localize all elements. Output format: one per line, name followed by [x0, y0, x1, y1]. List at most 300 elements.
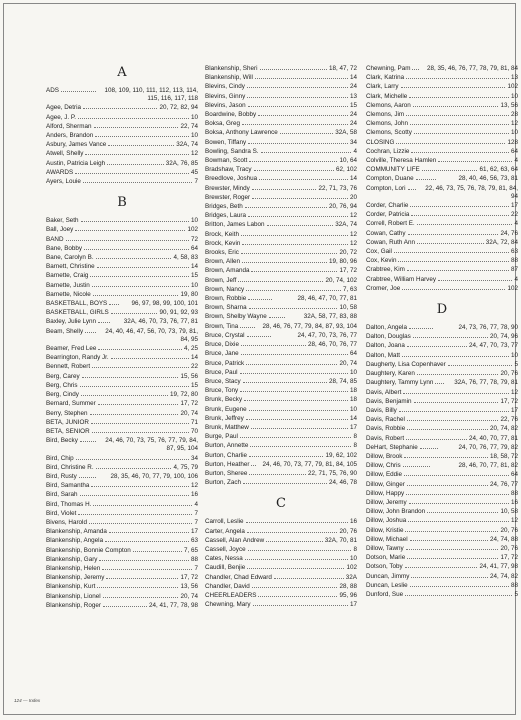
entry-name: Dillow, Happy [366, 489, 405, 497]
index-entry [46, 177, 198, 186]
index-entry [46, 225, 198, 234]
entry-pages: 10 [349, 405, 357, 413]
dot-leader [408, 184, 416, 190]
entry-name: Alford, Sherman [46, 122, 92, 130]
entry-name: Britton, James Labon [205, 221, 265, 229]
entry-pages: 17, 72 [500, 554, 518, 562]
index-entry [46, 472, 198, 481]
index-entry [46, 131, 198, 140]
entry-pages: 10 [510, 351, 518, 359]
index-entry [366, 332, 518, 341]
dot-leader [258, 591, 337, 597]
index-entry [366, 284, 518, 293]
entry-pages: 10 [190, 217, 198, 225]
index-entry [46, 418, 198, 427]
index-entry [46, 159, 198, 168]
dot-leader [247, 92, 348, 98]
index-entry [366, 360, 518, 369]
entry-name: Burton, Charlie [205, 451, 247, 459]
dot-leader [261, 147, 352, 153]
entry-name: Burton, Zach [205, 479, 242, 487]
entry-pages: 17, 72 [500, 397, 518, 405]
entry-name: Dalton, Douglas [366, 333, 411, 341]
entry-name: Dotson, Marie [366, 554, 406, 562]
entry-name: Breedlove, Joshua [205, 175, 258, 183]
index-entry [205, 563, 357, 572]
dot-leader [405, 562, 478, 568]
entry-pages: 24, 74, 82 [489, 572, 518, 580]
index-entry [46, 518, 198, 527]
index-entry [205, 591, 357, 600]
index-entry [46, 149, 198, 158]
entry-pages: 32A, 74 [335, 221, 357, 229]
entry-name: Agee, J. P. [46, 113, 76, 121]
index-entry [205, 193, 357, 202]
index-entry [205, 423, 357, 432]
entry-name: Dalton, Joana [366, 342, 405, 350]
dot-leader [97, 582, 178, 588]
dot-leader [94, 122, 179, 128]
entry-pages: 70 [190, 427, 198, 435]
entry-pages: 20, 76 [500, 370, 518, 378]
index-entry [366, 424, 518, 433]
entry-pages: 12 [190, 150, 198, 158]
entry-name: Daugherty, Lisa Copenhaver [366, 360, 446, 368]
entry-name: Blankenship, Roger [46, 601, 101, 609]
index-entry [46, 317, 198, 326]
entry-name: Bruce, Dixie [205, 341, 239, 349]
entry-pages: 12 [349, 239, 357, 247]
entry-name: Corder, Charlie [366, 202, 409, 210]
entry-pages: 28, 88 [339, 582, 357, 590]
entry-name: Clark, Michelle [366, 92, 408, 100]
index-entry [46, 353, 198, 362]
index-entry [205, 64, 357, 73]
index-entry [366, 82, 518, 91]
dot-leader [98, 317, 110, 323]
index-entry [366, 265, 518, 274]
entry-name: Blankenship, Kurt [46, 583, 96, 591]
dot-leader [103, 592, 179, 598]
entry-name: Bruce, Crystal [205, 331, 245, 339]
dot-leader [438, 156, 512, 162]
entry-name: Correll, Robert E. [366, 220, 415, 228]
dot-leader [111, 308, 158, 314]
index-entry [205, 340, 357, 349]
entry-pages: 102 [507, 83, 518, 91]
entry-name: Brooks, Eric [205, 249, 239, 257]
index-entry [366, 184, 518, 201]
index-entry [205, 165, 357, 174]
entry-pages: 15, 56 [180, 372, 198, 380]
dot-leader [76, 454, 189, 460]
entry-name: Blankenship, Gary [46, 555, 98, 563]
entry-name: Bennett, Robert [46, 363, 91, 371]
dot-leader [407, 415, 499, 421]
dot-leader [398, 256, 509, 262]
dot-leader [402, 284, 505, 290]
entry-pages: 4, 75, 79 [173, 463, 198, 471]
index-entry [366, 590, 518, 599]
entry-name: Barnette, Nicole [46, 290, 91, 298]
index-entry [46, 490, 198, 499]
dot-leader [406, 544, 499, 550]
index-entry [46, 381, 198, 390]
index-entry [46, 216, 198, 225]
dot-leader [269, 312, 286, 318]
entry-pages: 20, 76 [500, 544, 518, 552]
entry-name: Cowan, Ruth Ann [366, 238, 416, 246]
dot-leader [240, 432, 352, 438]
entry-name: Davis, Benjamin [366, 397, 412, 405]
entry-name: Austin, Patricia Leigh [46, 159, 106, 167]
entry-pages: 7 [194, 178, 198, 186]
entry-pages: 22, 76 [500, 416, 518, 424]
entry-name: Carroll, Leslie [205, 518, 244, 526]
entry-pages: 13, 56 [180, 583, 198, 591]
index-entry [205, 294, 357, 303]
entry-pages: 96, 97, 98, 99, 100, 101 [131, 300, 198, 308]
dot-leader [246, 285, 341, 291]
entry-pages: 24 [349, 120, 357, 128]
entry-pages: 108, 109, 110, 111, 112, 113, 114, 115, 116, 117, 118 [104, 87, 198, 103]
dot-leader [82, 372, 179, 378]
entry-name: Crabtree, Kim [366, 266, 405, 274]
dot-leader [417, 238, 484, 244]
entry-name: Daughtery, Karen [366, 370, 415, 378]
entry-pages: 28, 35, 46, 76, 77, 78, 79, 81, 84 [426, 65, 519, 72]
entry-pages: 32A [345, 573, 357, 581]
entry-pages: 4 [514, 220, 518, 228]
index-entry [366, 165, 518, 174]
entry-pages: 32A, 46, 70, 73, 76, 77, 81 [123, 318, 199, 326]
entry-pages: 4, 25 [183, 345, 198, 353]
entry-name: Brunk, Matthew [205, 423, 249, 431]
entry-name: Bernard, Summer [46, 400, 96, 408]
page-footer: 124 — Index [14, 698, 41, 703]
index-entry [366, 535, 518, 544]
entry-pages: 45 [190, 168, 198, 176]
index-entry [46, 281, 198, 290]
entry-name: Brown, Amanda [205, 267, 250, 275]
dot-leader [396, 138, 505, 144]
entry-pages: 20, 74, 96 [489, 333, 518, 341]
entry-pages: 14 [190, 263, 198, 271]
entry-name: Cowan, Cathy [366, 229, 406, 237]
index-entry [205, 405, 357, 414]
dot-leader [238, 276, 323, 282]
dot-leader [247, 563, 344, 569]
entry-pages: 14 [349, 74, 357, 82]
index-entry [366, 507, 518, 516]
dot-leader [75, 168, 189, 174]
section-letter: B [117, 195, 127, 211]
entry-pages: 15 [349, 101, 357, 109]
dot-leader [61, 86, 96, 92]
dot-leader [242, 119, 348, 125]
entry-name: Chandler, Chad Edward [205, 573, 272, 581]
entry-name: Dillow, Jeremy [366, 498, 407, 506]
entry-name: Boksa, Anthony Lawrence [205, 129, 278, 137]
entry-name: Crabtree, William Harvey [366, 275, 436, 283]
index-entry [366, 397, 518, 406]
dot-leader [89, 518, 193, 524]
dot-leader [280, 128, 333, 134]
entry-name: Bird, Violet [46, 509, 77, 517]
entry-pages: 20, 74, 82 [489, 425, 518, 433]
entry-name: Burton, Annette [205, 442, 249, 450]
index-entry [205, 266, 357, 275]
index-entry [46, 327, 198, 344]
index-entry [46, 527, 198, 536]
entry-name: Baxley, Julie Lynn [46, 318, 97, 326]
index-entry [46, 103, 198, 112]
index-entry [205, 257, 357, 266]
entry-pages: 10 [349, 555, 357, 563]
entry-pages: 7, 65 [183, 546, 198, 554]
entry-pages: 34 [349, 138, 357, 146]
index-entry [46, 536, 198, 545]
entry-pages: 12 [510, 388, 518, 396]
dot-leader [405, 526, 498, 532]
section-letter: C [276, 496, 286, 512]
dot-leader [403, 461, 430, 467]
entry-name: ADS [46, 87, 59, 94]
entry-name: CHEERLEADERS [205, 591, 257, 599]
index-entry [205, 322, 357, 331]
dot-leader [407, 424, 488, 430]
dot-leader [410, 119, 509, 125]
index-entry [46, 427, 198, 436]
dot-leader [102, 564, 192, 570]
index-entry [205, 174, 357, 183]
section-letter: A [117, 65, 127, 80]
entry-pages: 102 [187, 226, 198, 234]
index-entry [46, 436, 198, 453]
index-entry [366, 581, 518, 590]
entry-pages: 14 [349, 414, 357, 422]
dot-leader [246, 414, 348, 420]
entry-pages: 72 [190, 235, 198, 243]
index-entry [205, 285, 357, 294]
index-entry [366, 138, 518, 147]
dot-leader [106, 573, 178, 579]
entry-name: Cox, Kevin [366, 257, 397, 265]
entry-pages: 13 [349, 92, 357, 100]
entry-pages: 20, 74 [180, 592, 198, 600]
index-entry [46, 454, 198, 463]
entry-pages: 28, 74, 85 [328, 377, 357, 385]
entry-pages: 5 [514, 360, 518, 368]
entry-name: Agee, Detria [46, 104, 82, 112]
entry-name: Cox, Gail [366, 248, 392, 256]
dot-leader [405, 590, 512, 596]
entry-pages: 32A, 58 [335, 129, 357, 137]
entry-name: Bruce, Jane [205, 350, 239, 358]
dot-leader [91, 418, 189, 424]
entry-pages: 20, 76 [500, 526, 518, 534]
entry-pages: 5 [514, 590, 518, 598]
entry-pages: 24, 41, 77, 98 [479, 563, 518, 571]
dot-leader [407, 480, 488, 486]
index-entry [366, 238, 518, 247]
entry-name: Clemons, Jim [366, 111, 405, 119]
entry-pages: 18, 47, 72 [328, 65, 357, 72]
dot-leader [247, 331, 271, 337]
index-entry [366, 275, 518, 284]
entry-pages: 24, 73, 76, 77, 78, 90 [458, 324, 518, 332]
index-entry [46, 509, 198, 518]
index-entry [366, 498, 518, 507]
entry-pages: 10, 58 [339, 304, 357, 312]
entry-pages: 12 [190, 482, 198, 490]
entry-name: CLOSING [366, 138, 395, 146]
entry-pages: 4 [514, 157, 518, 165]
entry-name: Dillow, Michael [366, 535, 408, 543]
entry-pages: 64 [510, 471, 518, 479]
entry-pages: 24, 74, 88 [489, 535, 518, 543]
section-spacer [205, 487, 357, 495]
dot-leader [78, 509, 192, 515]
index-entry [205, 517, 357, 526]
index-entry [366, 156, 518, 165]
entry-pages: 10 [190, 113, 198, 121]
entry-pages: 17 [510, 202, 518, 210]
entry-pages: 64 [349, 350, 357, 358]
dot-leader [240, 386, 348, 392]
entry-pages: 24, 47, 70, 73, 76, 77 [297, 331, 358, 339]
index-entry [46, 481, 198, 490]
entry-name: Barnette, Craig [46, 272, 89, 280]
index-entry [366, 369, 518, 378]
dot-leader [248, 138, 348, 144]
index-entry [46, 555, 198, 564]
index-entry [205, 303, 357, 312]
entry-pages: 34 [190, 454, 198, 462]
dot-leader [85, 327, 96, 333]
entry-pages: 90, 91, 92, 93 [159, 309, 198, 317]
index-entry [366, 147, 518, 156]
dot-leader [81, 390, 168, 396]
index-entry [205, 248, 357, 257]
entry-name: BASKETBALL, BOYS [46, 300, 108, 308]
entry-pages: 19, 80 [180, 290, 198, 298]
dot-leader [108, 140, 174, 146]
index-entry [366, 128, 518, 137]
dot-leader [252, 193, 348, 199]
entry-pages: 16 [349, 518, 357, 526]
entry-pages: 24, 46, 70, 73, 77, 79, 81, 84, 105 [262, 460, 357, 468]
entry-pages: 32A, 72, 84 [485, 238, 518, 246]
entry-name: Dotson, Toby [366, 563, 403, 571]
index-column-1 [46, 64, 198, 610]
dot-leader [252, 582, 338, 588]
dot-leader [403, 388, 509, 394]
index-entry [46, 372, 198, 381]
entry-name: BAND [46, 235, 64, 243]
index-entry [205, 451, 357, 460]
entry-name: Chandler, David [205, 582, 250, 590]
index-entry [46, 362, 198, 371]
entry-pages: 7 [194, 564, 198, 572]
index-entry [46, 344, 198, 353]
entry-pages: 22, 46, 73, 75, 76, 78, 79, 81, 84, 94 [425, 184, 518, 200]
entry-name: BETA, JUNIOR [46, 418, 89, 426]
dot-leader [98, 399, 179, 405]
entry-name: Blankenship, Amanda [46, 528, 107, 536]
dot-leader [85, 149, 189, 155]
entry-pages: 20, 72, 82, 94 [159, 104, 198, 112]
entry-pages: 20, 72 [339, 249, 357, 257]
dot-leader [78, 113, 189, 119]
entry-pages: 8 [353, 433, 357, 441]
dot-leader [96, 463, 172, 469]
dot-leader [84, 244, 189, 250]
dot-leader [241, 349, 348, 355]
index-entry [366, 92, 518, 101]
entry-name: Bowman, Scott [205, 157, 248, 165]
entry-pages: 17 [190, 528, 198, 536]
entry-pages: 24, 40, 46, 47, 56, 70, 73, 79, 81, 84, 95 [105, 327, 198, 343]
dot-leader [274, 573, 344, 579]
entry-name: Compton, Duane [366, 175, 414, 183]
dot-leader [413, 101, 499, 107]
dot-leader [413, 332, 488, 338]
dot-leader [249, 469, 306, 475]
section-spacer [366, 293, 518, 301]
dot-leader [107, 159, 164, 165]
dot-leader [406, 434, 467, 440]
entry-name: Berg, Carey [46, 372, 80, 380]
entry-pages: 62, 102 [335, 166, 357, 174]
dot-leader [406, 110, 509, 116]
index-entry [366, 461, 518, 470]
entry-name: COMMUNITY LIFE [366, 166, 420, 174]
index-entry [366, 406, 518, 415]
dot-leader [260, 64, 327, 70]
entry-name: Dillow, John Brandon [366, 508, 426, 516]
index-entry [205, 276, 357, 285]
dot-leader [92, 362, 189, 368]
dot-leader [250, 441, 351, 447]
entry-pages: 17 [349, 423, 357, 431]
index-entry [46, 546, 198, 555]
dot-leader [96, 253, 172, 259]
entry-pages: 22 [190, 363, 198, 371]
dot-leader [251, 266, 337, 272]
index-entry [46, 262, 198, 271]
entry-pages: 20, 74 [339, 359, 357, 367]
dot-leader [427, 507, 498, 513]
entry-pages: 17, 72 [180, 574, 198, 582]
dot-leader [251, 460, 256, 466]
index-entry [205, 220, 357, 229]
dot-leader [75, 225, 185, 231]
dot-leader [406, 73, 509, 79]
index-entry [205, 600, 357, 609]
dot-leader [66, 235, 189, 241]
entry-name: Clemons, Scotty [366, 129, 412, 137]
dot-leader [409, 498, 509, 504]
dot-leader [411, 572, 488, 578]
entry-pages: 17 [349, 601, 357, 609]
entry-pages: 24, 70, 76, 77, 79, 82 [458, 443, 518, 451]
entry-pages: 28, 46, 47, 70, 77, 81 [297, 295, 357, 303]
index-entry [366, 256, 518, 265]
entry-name: Anders, Brandon [46, 132, 94, 140]
dot-leader [247, 82, 348, 88]
entry-pages: 4 [514, 275, 518, 283]
